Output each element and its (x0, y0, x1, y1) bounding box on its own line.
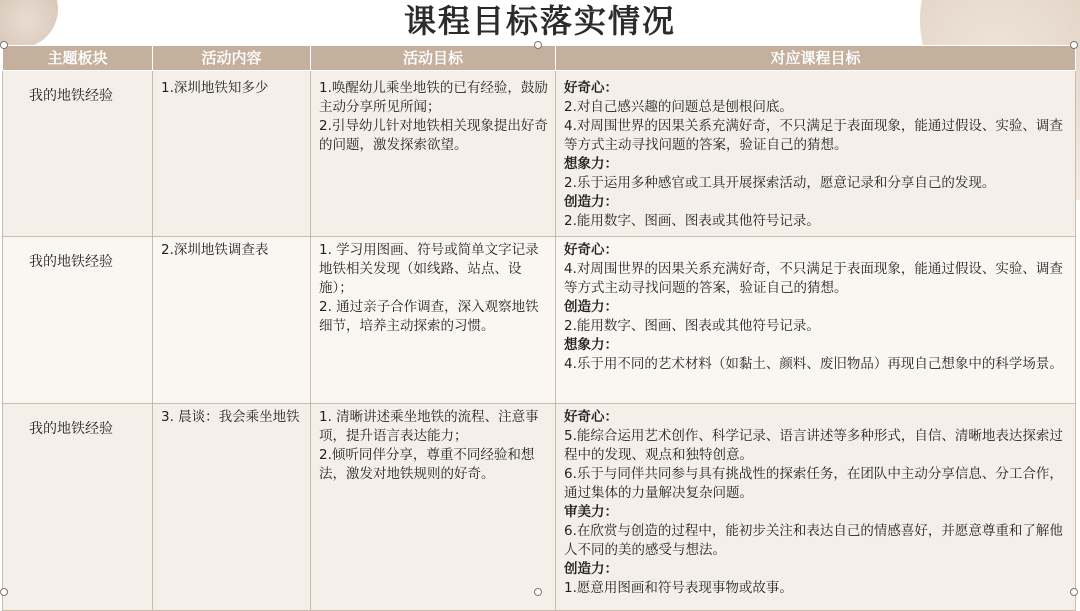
table-row (3, 404, 1076, 611)
goal-item: 4.对周围世界的因果关系充满好奇，不只满足于表面现象，能通过假设、实验、调查等方式主动寻找问题的答案，验证自己的猜想。 (564, 261, 1063, 296)
goal-item: 6.乐于与同伴共同参与具有挑战性的探索任务，在团队中主动分享信息、分工合作，通过集体的力量解决复杂问题。 (564, 466, 1063, 501)
goal-item: 4.对周围世界的因果关系充满好奇，不只满足于表面现象，能通过假设、实验、调查等方式主动寻找问题的答案，验证自己的猜想。 (564, 118, 1063, 153)
course-goal-cell (556, 71, 1076, 237)
goal-item: 5.能综合运用艺术创作、科学记录、语言讲述等多种形式，自信、清晰地表达探索过程中的发现、观点和独特创意。 (564, 428, 1063, 463)
goal-item: 2.能用数字、图画、图表或其他符号记录。 (564, 213, 820, 229)
objective-item: 1. 清晰讲述乘坐地铁的流程、注意事项，提升语言表达能力； (319, 409, 539, 444)
resize-handle-bottom-left[interactable] (0, 588, 8, 596)
activity-cell: 3. 晨谈：我会乘坐地铁 (153, 404, 311, 611)
resize-handle-top-right[interactable] (1070, 41, 1078, 49)
objective-item: 2. 通过亲子合作调查，深入观察地铁细节，培养主动探索的习惯。 (319, 299, 539, 334)
page-title: 课程目标落实情况 (403, 2, 676, 40)
goal-category: 好奇心： (564, 242, 618, 258)
goal-category: 审美力： (564, 504, 618, 520)
table-row (3, 237, 1076, 404)
resize-handle-bottom-right[interactable] (1070, 588, 1078, 596)
resize-handle-bottom-center[interactable] (534, 588, 542, 596)
objective-item: 1.唤醒幼儿乘坐地铁的已有经验，鼓励主动分享所见所闻； (319, 80, 548, 115)
header-activity: 活动内容 (153, 46, 311, 71)
course-goal-cell (556, 404, 1076, 611)
objective-item: 2.倾听同伴分享，尊重不同经验和想法，激发对地铁规则的好奇。 (319, 447, 535, 482)
goal-category: 好奇心： (564, 80, 618, 96)
objective-cell (311, 404, 556, 611)
goal-category: 创造力： (564, 299, 618, 315)
activity-cell: 1.深圳地铁知多少 (153, 71, 311, 237)
goal-item: 1.愿意用图画和符号表现事物或故事。 (564, 580, 793, 596)
course-goal-cell (556, 237, 1076, 404)
goal-category: 想象力： (564, 156, 618, 172)
goal-category: 想象力： (564, 337, 618, 353)
header-theme: 主题板块 (3, 46, 153, 71)
resize-handle-top-left[interactable] (0, 41, 8, 49)
goal-item: 4.乐于用不同的艺术材料（如黏土、颜料、废旧物品）再现自己想象中的科学场景。 (564, 356, 1063, 372)
objective-item: 1. 学习用图画、符号或简单文字记录地铁相关发现（如线路、站点、设施）； (319, 242, 539, 296)
header-objective: 活动目标 (311, 46, 556, 71)
resize-handle-top-center[interactable] (534, 41, 542, 49)
theme-cell: 我的地铁经验 (3, 237, 153, 404)
goal-item: 2.对自己感兴趣的问题总是刨根问底。 (564, 99, 793, 115)
goal-item: 2.能用数字、图画、图表或其他符号记录。 (564, 318, 820, 334)
table-row (3, 71, 1076, 237)
activity-cell: 2.深圳地铁调查表 (153, 237, 311, 404)
theme-cell: 我的地铁经验 (3, 404, 153, 611)
goal-item: 2.乐于运用多种感官或工具开展探索活动，愿意记录和分享自己的发现。 (564, 175, 996, 191)
objective-cell (311, 237, 556, 404)
table-header-row (3, 46, 1076, 71)
goals-table (2, 45, 1076, 611)
goal-category: 创造力： (564, 561, 618, 577)
goal-category: 创造力： (564, 194, 618, 210)
goal-category: 好奇心： (564, 409, 618, 425)
theme-cell: 我的地铁经验 (3, 71, 153, 237)
goal-item: 6.在欣赏与创造的过程中，能初步关注和表达自己的情感喜好，并愿意尊重和了解他人不同的美的感受与想法。 (564, 523, 1063, 558)
objective-cell (311, 71, 556, 237)
objective-item: 2.引导幼儿针对地铁相关现象提出好奇的问题，激发探索欲望。 (319, 118, 548, 153)
header-course-goal: 对应课程目标 (556, 46, 1076, 71)
